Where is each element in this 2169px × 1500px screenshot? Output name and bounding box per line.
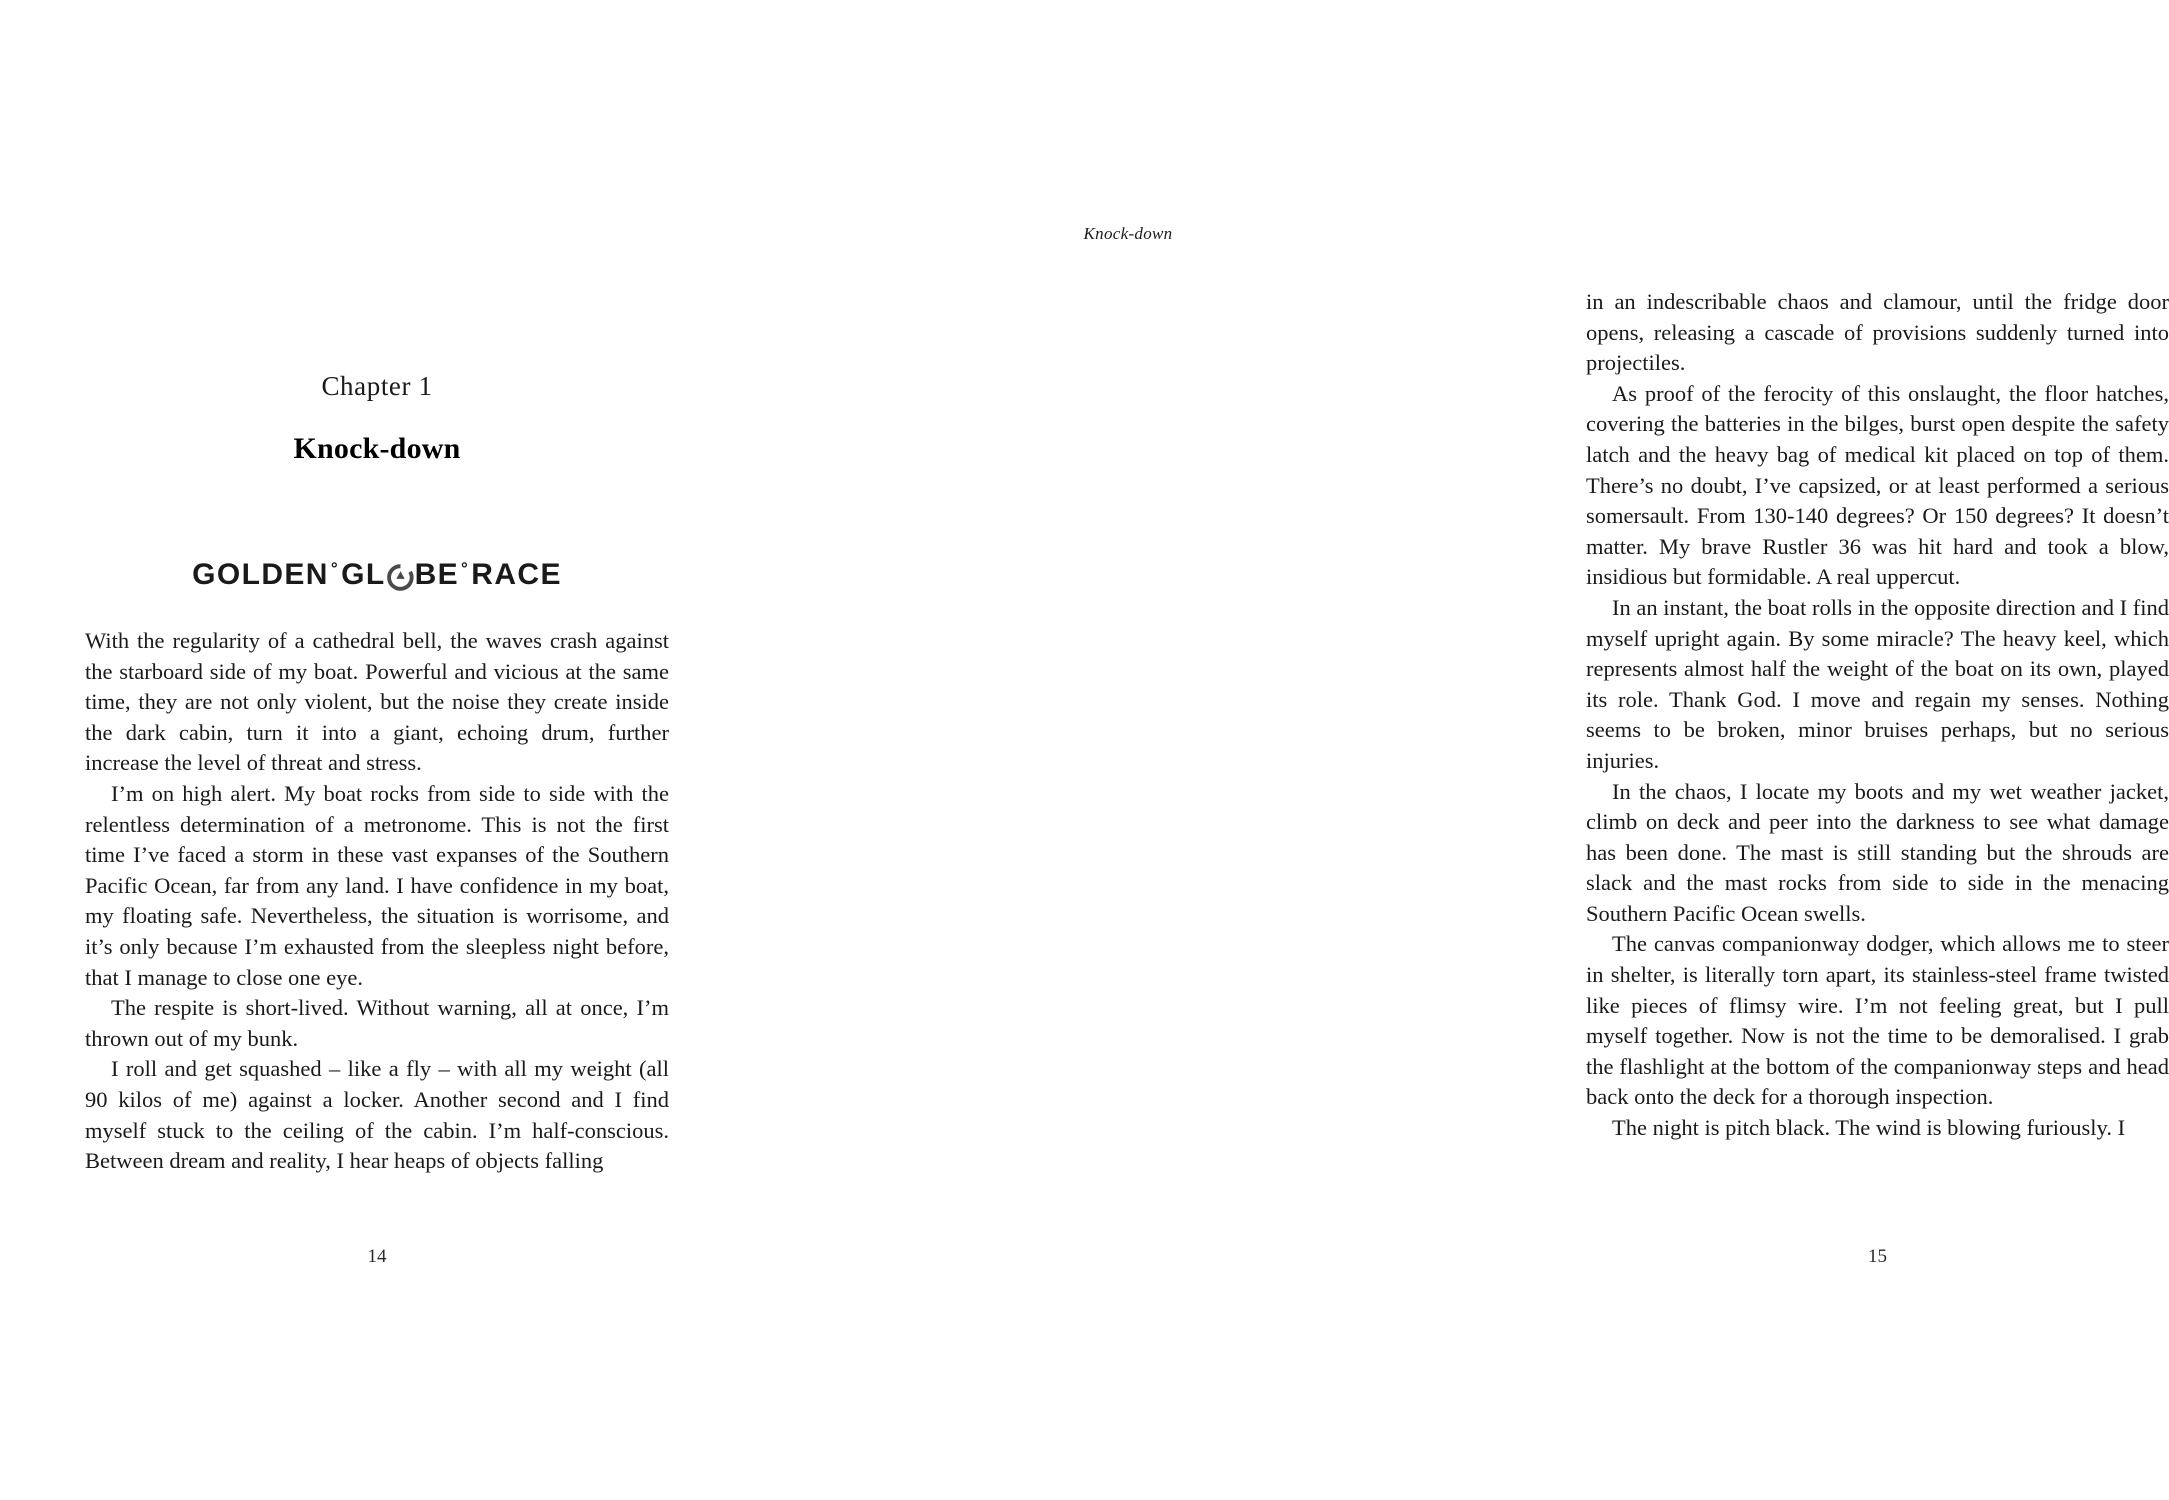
degree-symbol-icon: °: [330, 558, 340, 578]
paragraph: The night is pitch black. The wind is blowing furiously. I: [1612, 1115, 2126, 1141]
right-column-body: [1586, 287, 2169, 1144]
paragraph: I roll and get squashed – like a fly – with all my weight (all 90 kilos of me) against a locker. Another second and I find myself stuck to the ceiling of the cabin. I’m half-conscious. Between dream and reality, I hear heaps of objects falling: [85, 1056, 669, 1174]
ggr-word-race: RACE: [471, 558, 562, 591]
running-head: Knock-down: [1083, 224, 1173, 243]
chapter-title: Knock-down: [293, 431, 461, 465]
paragraph: With the regularity of a cathedral bell, the waves crash against the starboard side of my boat. Powerful and vicious at the same time, they are not only violent, but the noise they create inside the dark cabin, turn it into a giant, echoing drum, further increase the level of threat and stress.: [85, 628, 669, 776]
ggr-word-gl: GL: [341, 558, 386, 591]
degree-symbol-icon-2: °: [461, 558, 470, 578]
paragraph: The respite is short-lived. Without warning, all at once, I’m thrown out of my bunk.: [85, 995, 669, 1051]
paragraph: As proof of the ferocity of this onslaught, the floor hatches, covering the batteries in the bilges, burst open despite the safety latch and the heavy bag of medical kit placed on top of them. There’s no doubt, I’ve capsized, or at least performed a serious somersault. From 130-140 degrees? Or 150 degrees? It doesn’t matter. My brave Rustler 36 was hit hard and took a blow, insidious but formidable. A real uppercut.: [1586, 380, 2169, 590]
page-number-left: 14: [367, 1246, 387, 1267]
ggr-word-golden: GOLDEN: [192, 558, 329, 591]
paragraph: The canvas companionway dodger, which allows me to steer in shelter, is literally torn apart, its stainless-steel frame twisted like pieces of flimsy wire. I’m not feeling great, but I pull myself together. Now is not the time to be demoralised. I grab the flashlight at the bottom of the companionway steps and head back onto the deck for a thorough inspection.: [1586, 931, 2169, 1110]
ggr-word-be: BE: [414, 558, 460, 591]
left-page: [0, 0, 750, 1500]
page-number-right: 15: [1868, 1246, 1887, 1267]
paragraph: In the chaos, I locate my boots and my wet weather jacket, climb on deck and peer into the darkness to see what damage has been done. The mast is still standing but the shrouds are slack and the mast rocks from side to side in the menacing Southern Pacific Ocean swells.: [1586, 778, 2169, 926]
left-column-body: [85, 626, 669, 1177]
paragraph: in an indescribable chaos and clamour, until the fridge door opens, releasing a cascade of provisions suddenly turned into projectiles.: [1586, 289, 2169, 376]
paragraph: I’m on high alert. My boat rocks from side to side with the relentless determination of a metronome. This is not the first time I’ve faced a storm in these vast expanses of the Southern Pacific Ocean, far from any land. I have confidence in my boat, my floating safe. Nevertheless, the situation is worrisome, and it’s only because I’m exhausted from the sleepless night before, that I manage to close one eye.: [85, 780, 669, 990]
right-page: [750, 0, 2169, 1500]
chapter-opener: [85, 372, 669, 466]
compass-globe-icon: [387, 564, 414, 591]
chapter-number: Chapter 1: [321, 371, 433, 401]
paragraph: In an instant, the boat rolls in the opposite direction and I find myself upright again. By some miracle? The heavy keel, which represents almost half the weight of the boat on its own, played its role. Thank God. I move and regain my senses. Nothing seems to be broken, minor bruises perhaps, but no serious injuries.: [1586, 594, 2169, 773]
ggr-wordmark: [192, 560, 562, 590]
golden-globe-race-logo: [85, 560, 669, 590]
